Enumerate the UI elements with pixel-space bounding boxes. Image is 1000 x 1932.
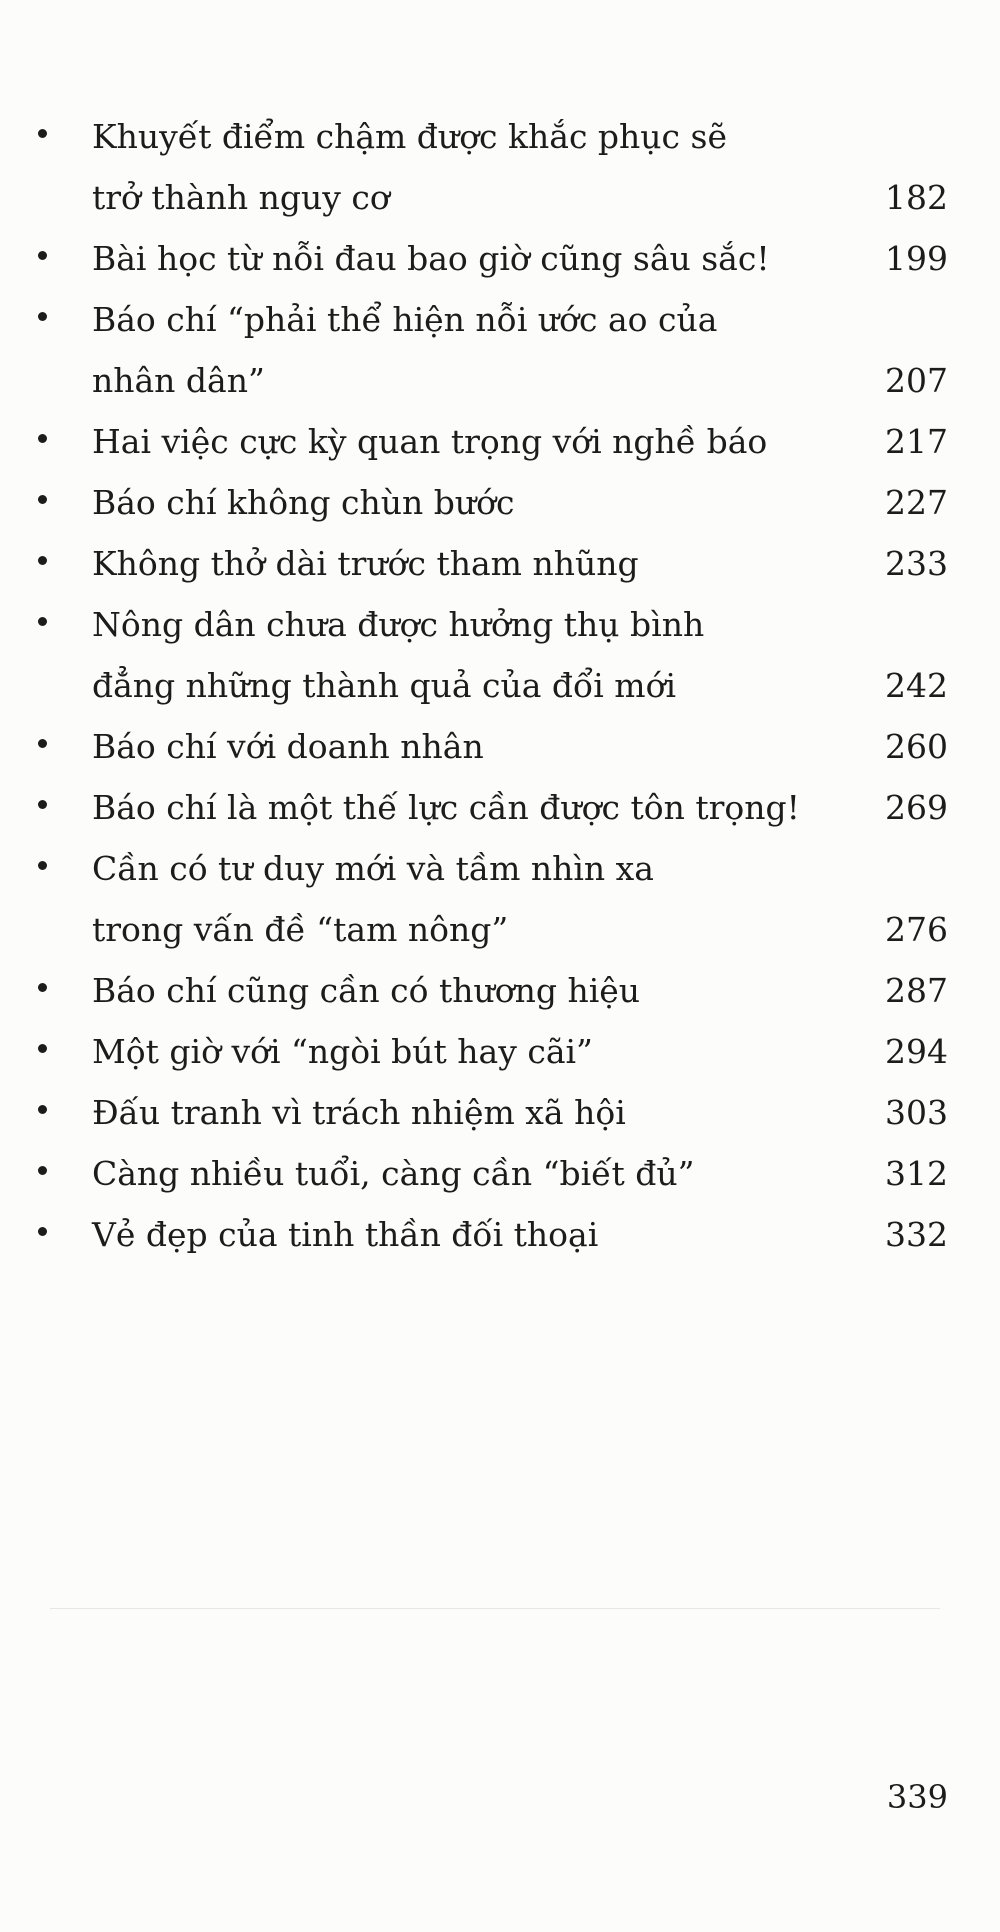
bullet-icon [38, 1044, 92, 1058]
bullet-icon [38, 983, 92, 997]
bullet-icon [38, 556, 92, 570]
toc-entry-line [92, 472, 948, 533]
toc-entry [38, 960, 948, 1021]
bullet-icon [38, 1105, 92, 1119]
toc-entry-body [92, 716, 948, 777]
bullet-icon [38, 495, 92, 509]
toc-entry-line [92, 838, 948, 899]
toc-entry-title: nhân dân” [92, 361, 265, 400]
toc-entry-body [92, 1021, 948, 1082]
toc-entry-body [92, 533, 948, 594]
toc-entry-title: trở thành nguy cơ [92, 178, 390, 217]
toc-entry-title: Khuyết điểm chậm được khắc phục sẽ [92, 117, 727, 156]
toc-entry-body [92, 1204, 948, 1265]
bullet-icon [38, 617, 92, 631]
toc-entry-line [92, 289, 948, 350]
toc-entry-title: Một giờ với “ngòi bút hay cãi” [92, 1032, 593, 1071]
toc-entry-title: Bài học từ nỗi đau bao giờ cũng sâu sắc! [92, 239, 770, 278]
toc-entry-line [92, 106, 948, 167]
toc-entry-line [92, 655, 948, 716]
toc-entry-title: Hai việc cực kỳ quan trọng với nghề báo [92, 422, 768, 461]
toc-entry-title: Vẻ đẹp của tinh thần đối thoại [92, 1215, 599, 1254]
toc-entry [38, 716, 948, 777]
bullet-icon [38, 739, 92, 753]
toc-entry-title: trong vấn đề “tam nông” [92, 910, 509, 949]
toc-entry-body [92, 777, 948, 838]
toc-entry-body [92, 960, 948, 1021]
toc-entry-body [92, 472, 948, 533]
toc-entry-body [92, 289, 948, 411]
bullet-icon [38, 1227, 92, 1241]
toc-entry [38, 1021, 948, 1082]
toc-entry-line [92, 167, 948, 228]
toc-entry-page: 242 [885, 666, 948, 705]
toc-entry-line [92, 1082, 948, 1143]
toc-entry-page: 227 [885, 483, 948, 522]
toc-entry-line [92, 1143, 948, 1204]
toc-entry-line [92, 533, 948, 594]
toc-entry-page: 332 [885, 1215, 948, 1254]
table-of-contents [38, 106, 948, 1265]
toc-entry [38, 289, 948, 411]
toc-entry-title: Báo chí “phải thể hiện nỗi ước ao của [92, 300, 718, 339]
toc-entry [38, 777, 948, 838]
toc-entry-page: 294 [885, 1032, 948, 1071]
toc-entry [38, 1204, 948, 1265]
bullet-icon [38, 129, 92, 143]
toc-entry-page: 287 [885, 971, 948, 1010]
toc-entry-page: 182 [885, 178, 948, 217]
toc-entry-line [92, 350, 948, 411]
toc-entry-line [92, 960, 948, 1021]
toc-entry-page: 207 [885, 361, 948, 400]
bullet-icon [38, 861, 92, 875]
toc-entry [38, 411, 948, 472]
toc-entry-line [92, 716, 948, 777]
toc-entry-line [92, 411, 948, 472]
toc-entry [38, 1143, 948, 1204]
toc-entry-body [92, 1082, 948, 1143]
toc-entry-body [92, 106, 948, 228]
toc-entry-title: Không thở dài trước tham nhũng [92, 544, 639, 583]
toc-entry-page: 217 [885, 422, 948, 461]
toc-entry-title: Càng nhiều tuổi, càng cần “biết đủ” [92, 1154, 695, 1193]
toc-entry [38, 838, 948, 960]
toc-entry-page: 303 [885, 1093, 948, 1132]
bullet-icon [38, 434, 92, 448]
toc-entry [38, 533, 948, 594]
toc-entry-page: 276 [885, 910, 948, 949]
page-number: 339 [886, 1778, 948, 1816]
bullet-icon [38, 312, 92, 326]
toc-entry [38, 106, 948, 228]
toc-entry-title: Báo chí cũng cần có thương hiệu [92, 971, 641, 1010]
toc-entry-line [92, 1204, 948, 1265]
toc-entry-body [92, 838, 948, 960]
toc-entry [38, 472, 948, 533]
toc-entry-title: Đấu tranh vì trách nhiệm xã hội [92, 1093, 626, 1132]
toc-entry-body [92, 594, 948, 716]
toc-entry-line [92, 777, 948, 838]
toc-entry-title: Nông dân chưa được hưởng thụ bình [92, 605, 705, 644]
toc-entry-line [92, 594, 948, 655]
toc-entry-page: 260 [885, 727, 948, 766]
toc-entry-title: Cần có tư duy mới và tầm nhìn xa [92, 849, 654, 888]
toc-entry-title: Báo chí với doanh nhân [92, 727, 484, 766]
bullet-icon [38, 1166, 92, 1180]
toc-entry-title: đẳng những thành quả của đổi mới [92, 666, 676, 705]
toc-entry-title: Báo chí không chùn bước [92, 483, 515, 522]
toc-entry-body [92, 411, 948, 472]
toc-entry-body [92, 1143, 948, 1204]
toc-entry-page: 269 [885, 788, 948, 827]
toc-entry [38, 1082, 948, 1143]
toc-entry-title: Báo chí là một thế lực cần được tôn trọng! [92, 788, 800, 827]
toc-entry-body [92, 228, 948, 289]
toc-entry-line [92, 899, 948, 960]
toc-entry-line [92, 1021, 948, 1082]
bullet-icon [38, 800, 92, 814]
bullet-icon [38, 251, 92, 265]
toc-entry-page: 233 [885, 544, 948, 583]
toc-entry-page: 199 [885, 239, 948, 278]
toc-entry [38, 594, 948, 716]
toc-entry-line [92, 228, 948, 289]
toc-entry-page: 312 [885, 1154, 948, 1193]
toc-entry [38, 228, 948, 289]
divider [50, 1608, 940, 1609]
